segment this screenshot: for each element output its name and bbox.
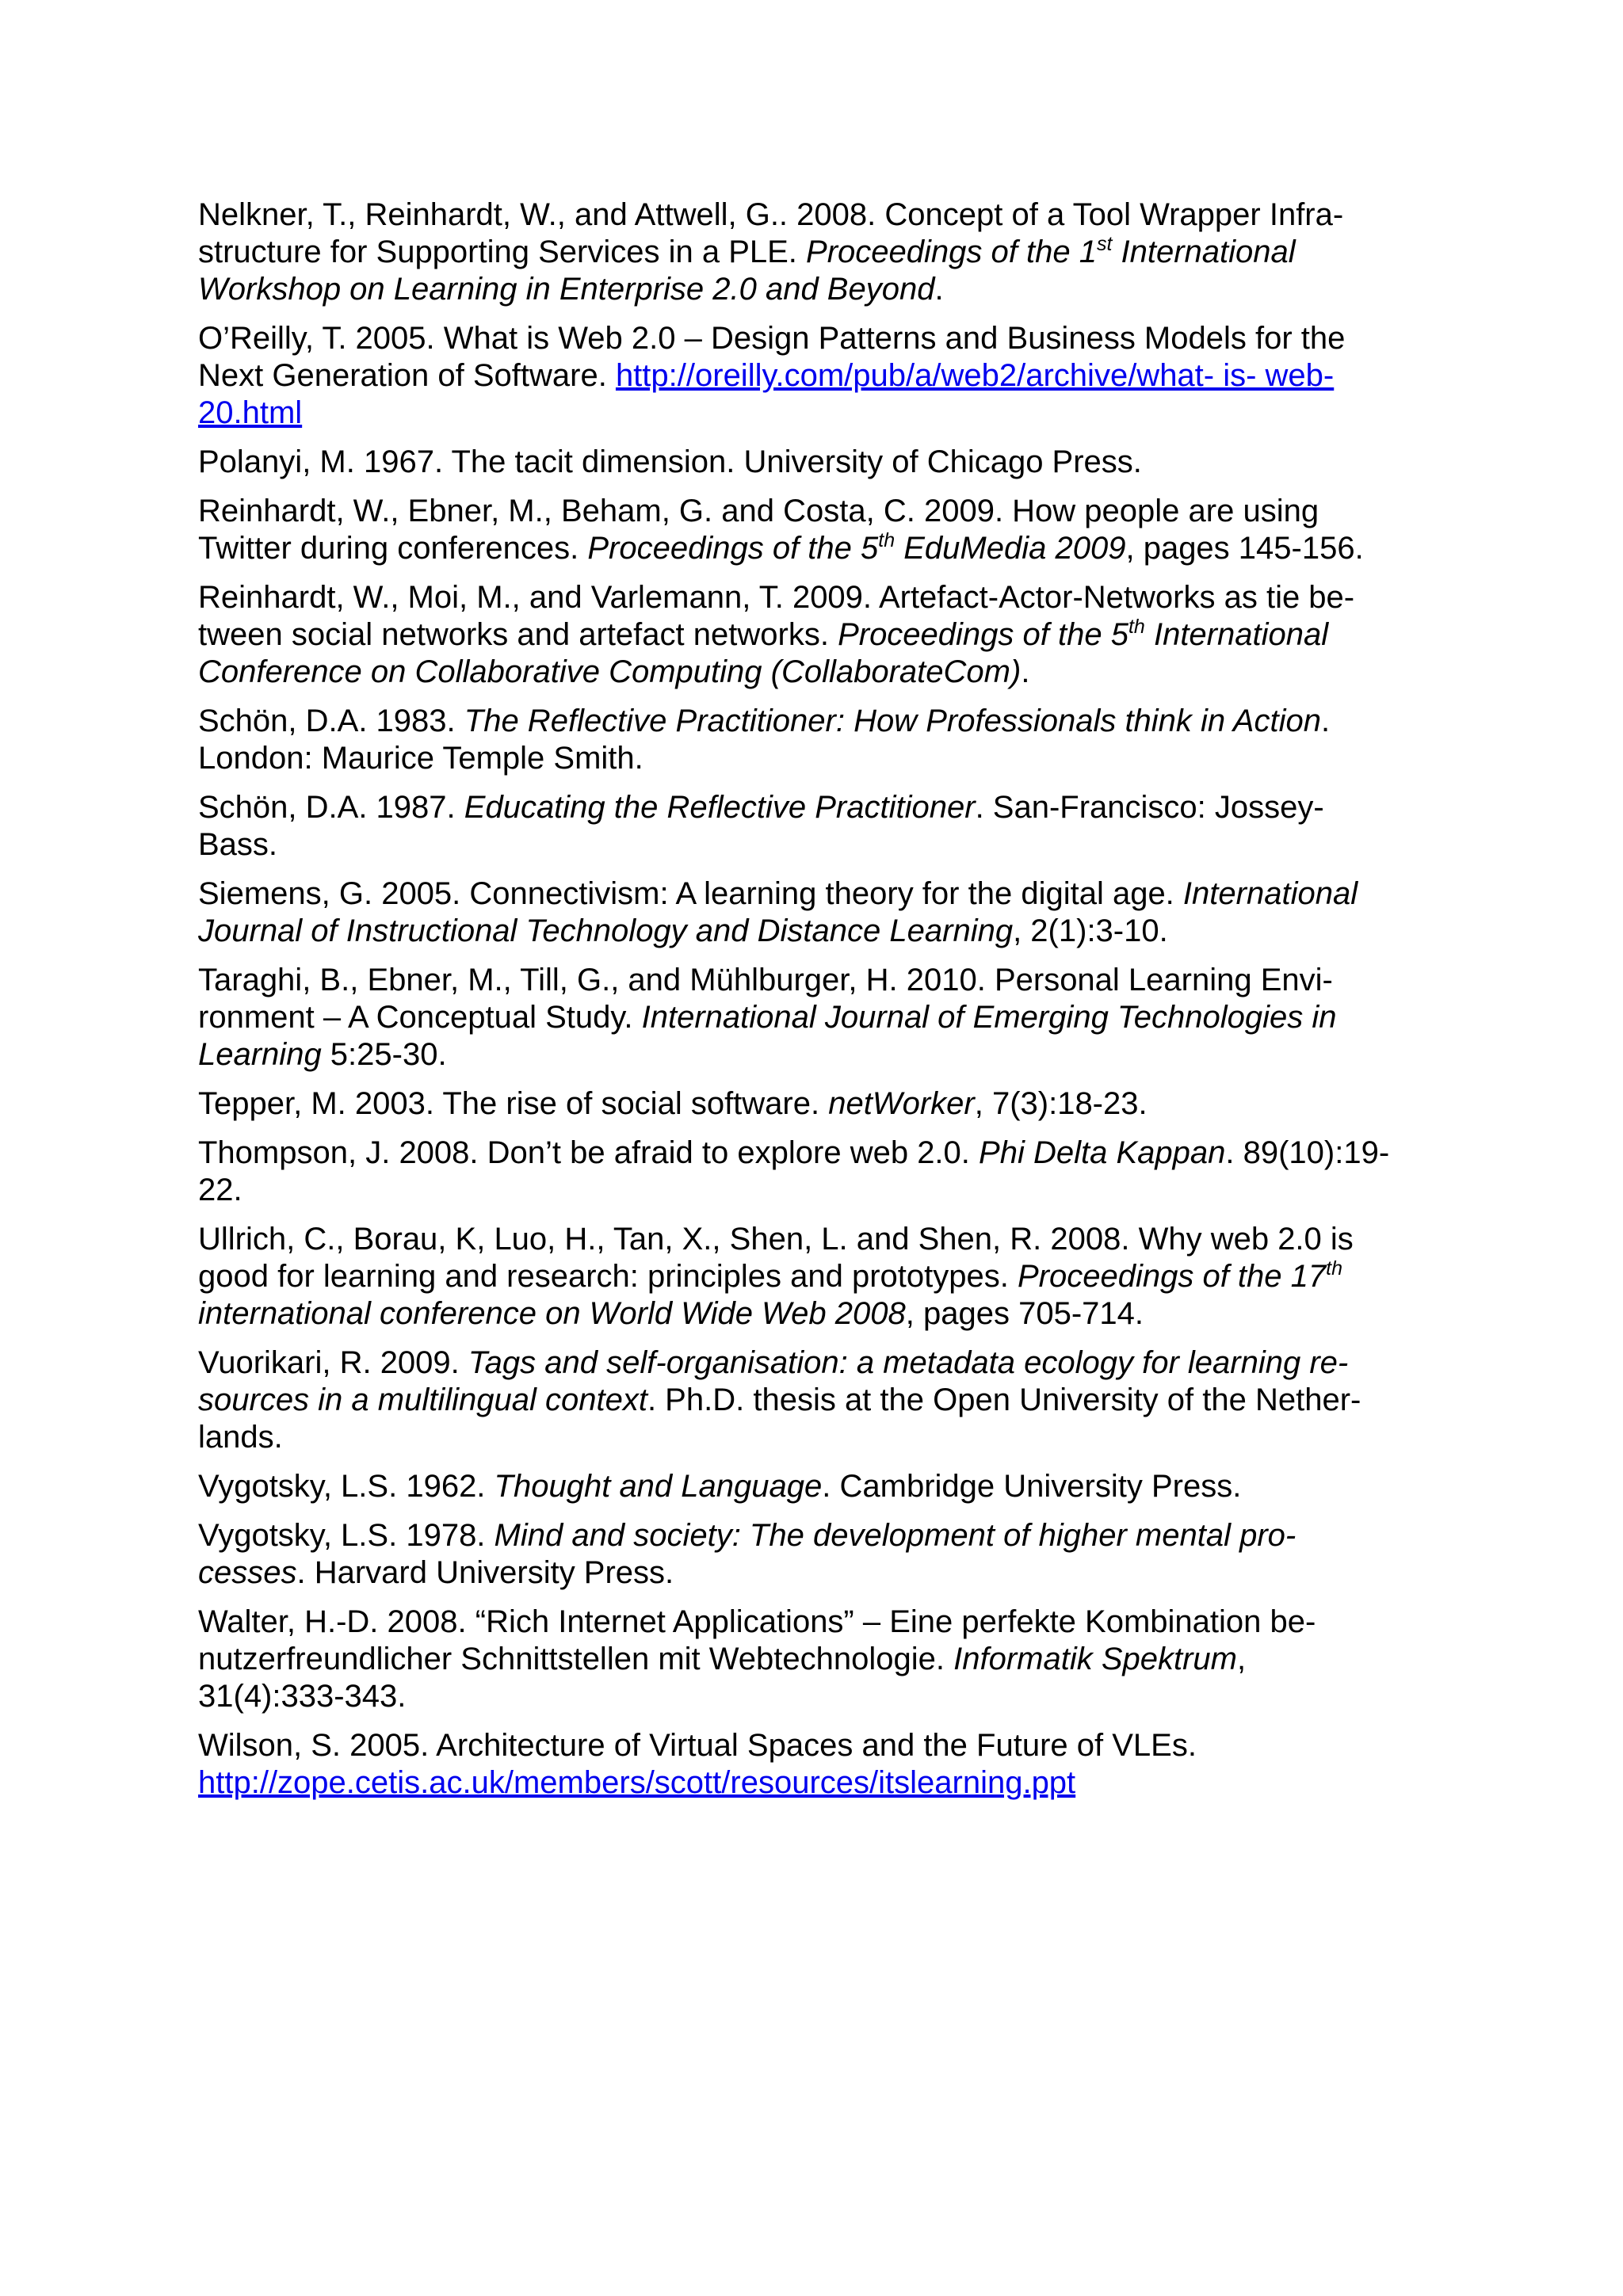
- reference-entry: [198, 1468, 1442, 1505]
- reference-italic-text: international conference on World Wide Web 2008: [198, 1296, 906, 1331]
- reference-italic-text: EduMedia 2009: [895, 531, 1126, 566]
- reference-text: Wilson, S. 2005. Architecture of Virtual Spaces and the Future of VLEs.: [198, 1728, 1197, 1763]
- reference-italic-text: Proceedings of the 5: [587, 531, 879, 566]
- reference-text: Tepper, M. 2003. The rise of social software.: [198, 1086, 829, 1121]
- reference-text: , 7(3):18-23.: [974, 1086, 1148, 1121]
- reference-entry: [198, 962, 1442, 1074]
- reference-entry: [198, 320, 1442, 432]
- reference-entry: [198, 1727, 1442, 1802]
- reference-text: Walter, H.-D. 2008. “Rich Internet Applications” – Eine perfekte Kombination be- nutzerfreundlicher Schnittstellen mit Webtechnologie.: [198, 1604, 1316, 1676]
- reference-superscript: th: [1326, 1257, 1342, 1280]
- reference-link[interactable]: http://zope.cetis.ac.uk/members/scott/resources/itslearning.ppt: [198, 1765, 1076, 1800]
- reference-text: 5:25-30.: [321, 1037, 447, 1072]
- reference-text: O’Reilly, T. 2005. What is Web 2.0 – Design Patterns and Business Models for the Next Generation of Software.: [198, 321, 1346, 393]
- reference-italic-text: Proceedings of the 17: [1017, 1259, 1327, 1294]
- reference-text: , 2(1):3-10.: [1013, 913, 1168, 948]
- reference-italic-text: The Reflective Practitioner: How Professionals think in Action: [464, 704, 1321, 738]
- reference-entry: [198, 789, 1442, 864]
- reference-text: .: [1021, 654, 1030, 689]
- reference-entry: [198, 1604, 1442, 1715]
- reference-text: Nelkner, T., Reinhardt, W., and Attwell, G.. 2008. Concept of a Tool Wrapper Infra- structure for Supporting Services in a PLE.: [198, 197, 1344, 269]
- reference-text: . Harvard University Press.: [296, 1555, 674, 1590]
- reference-text: . Cambridge University Press.: [822, 1469, 1242, 1504]
- reference-italic-text: Phi Delta Kappan: [979, 1135, 1226, 1170]
- reference-text: Siemens, G. 2005. Connectivism: A learning theory for the digital age.: [198, 876, 1183, 911]
- reference-italic-text: Proceedings of the 5: [838, 617, 1128, 652]
- reference-text: , 31(4):333-343.: [198, 1642, 1247, 1714]
- reference-italic-text: Tags and self-organisation: a metadata ecology for learning re- sources in a multilingual context: [198, 1345, 1349, 1417]
- reference-entry: [198, 579, 1442, 691]
- reference-text: Schön, D.A. 1987.: [198, 790, 464, 825]
- reference-italic-text: Proceedings of the 1: [806, 235, 1097, 269]
- reference-entry: [198, 493, 1442, 567]
- reference-list: [198, 196, 1442, 1814]
- reference-entry: [198, 703, 1442, 777]
- reference-entry: [198, 1135, 1442, 1209]
- reference-text: Reinhardt, W., Moi, M., and Varlemann, T. 2009. Artefact-Actor-Networks as tie be- tween social networks and artefact networks.: [198, 580, 1355, 652]
- reference-text: Taraghi, B., Ebner, M., Till, G., and Mühlburger, H. 2010. Personal Learning Envi- ronment – A Conceptual Study.: [198, 963, 1333, 1035]
- reference-text: . 89(10):19- 22.: [198, 1135, 1390, 1207]
- reference-text: .: [934, 272, 944, 307]
- reference-entry: [198, 196, 1442, 308]
- reference-text: Vygotsky, L.S. 1978.: [198, 1518, 495, 1553]
- reference-text: Thompson, J. 2008. Don’t be afraid to explore web 2.0.: [198, 1135, 980, 1170]
- reference-italic-text: International Workshop on Learning in Enterprise 2.0 and Beyond: [198, 235, 1296, 307]
- reference-superscript: th: [878, 529, 896, 551]
- reference-superscript: st: [1096, 233, 1113, 255]
- reference-entry: [198, 875, 1442, 950]
- reference-entry: [198, 444, 1442, 481]
- reference-italic-text: International Journal of Instructional Technology and Distance Learning: [198, 876, 1358, 948]
- reference-italic-text: International Conference on Collaborative Computing (CollaborateCom): [198, 617, 1329, 689]
- reference-text: , pages 705-714.: [905, 1296, 1144, 1331]
- reference-text: Vuorikari, R. 2009.: [198, 1345, 468, 1380]
- reference-text: . London: Maurice Temple Smith.: [198, 704, 1331, 776]
- reference-italic-text: Mind and society: The development of higher mental pro- cesses: [198, 1518, 1296, 1590]
- reference-italic-text: netWorker: [828, 1086, 975, 1121]
- reference-link[interactable]: http://oreilly.com/pub/a/web2/archive/what- is- web- 20.html: [198, 358, 1335, 430]
- reference-text: , pages 145-156.: [1125, 531, 1364, 566]
- reference-entry: [198, 1344, 1442, 1456]
- reference-text: Schön, D.A. 1983.: [198, 704, 464, 738]
- reference-entry: [198, 1085, 1442, 1123]
- reference-text: Ullrich, C., Borau, K, Luo, H., Tan, X., Shen, L. and Shen, R. 2008. Why web 2.0 is good for learning and research: principles and prototypes.: [198, 1222, 1354, 1294]
- reference-italic-text: International Journal of Emerging Technologies in Learning: [198, 1000, 1337, 1072]
- reference-italic-text: Informatik Spektrum: [953, 1642, 1237, 1676]
- reference-superscript: th: [1128, 616, 1145, 638]
- reference-entry: [198, 1221, 1442, 1333]
- reference-italic-text: Thought and Language: [494, 1469, 823, 1504]
- reference-text: Vygotsky, L.S. 1962.: [198, 1469, 495, 1504]
- reference-text: Reinhardt, W., Ebner, M., Beham, G. and Costa, C. 2009. How people are using Twitter during conferences.: [198, 494, 1319, 566]
- reference-entry: [198, 1517, 1442, 1592]
- reference-text: . San-Francisco: Jossey- Bass.: [198, 790, 1324, 862]
- reference-text: Polanyi, M. 1967. The tacit dimension. University of Chicago Press.: [198, 444, 1142, 479]
- reference-italic-text: Educating the Reflective Practitioner: [464, 790, 976, 825]
- reference-text: . Ph.D. thesis at the Open University of the Nether- lands.: [198, 1383, 1361, 1455]
